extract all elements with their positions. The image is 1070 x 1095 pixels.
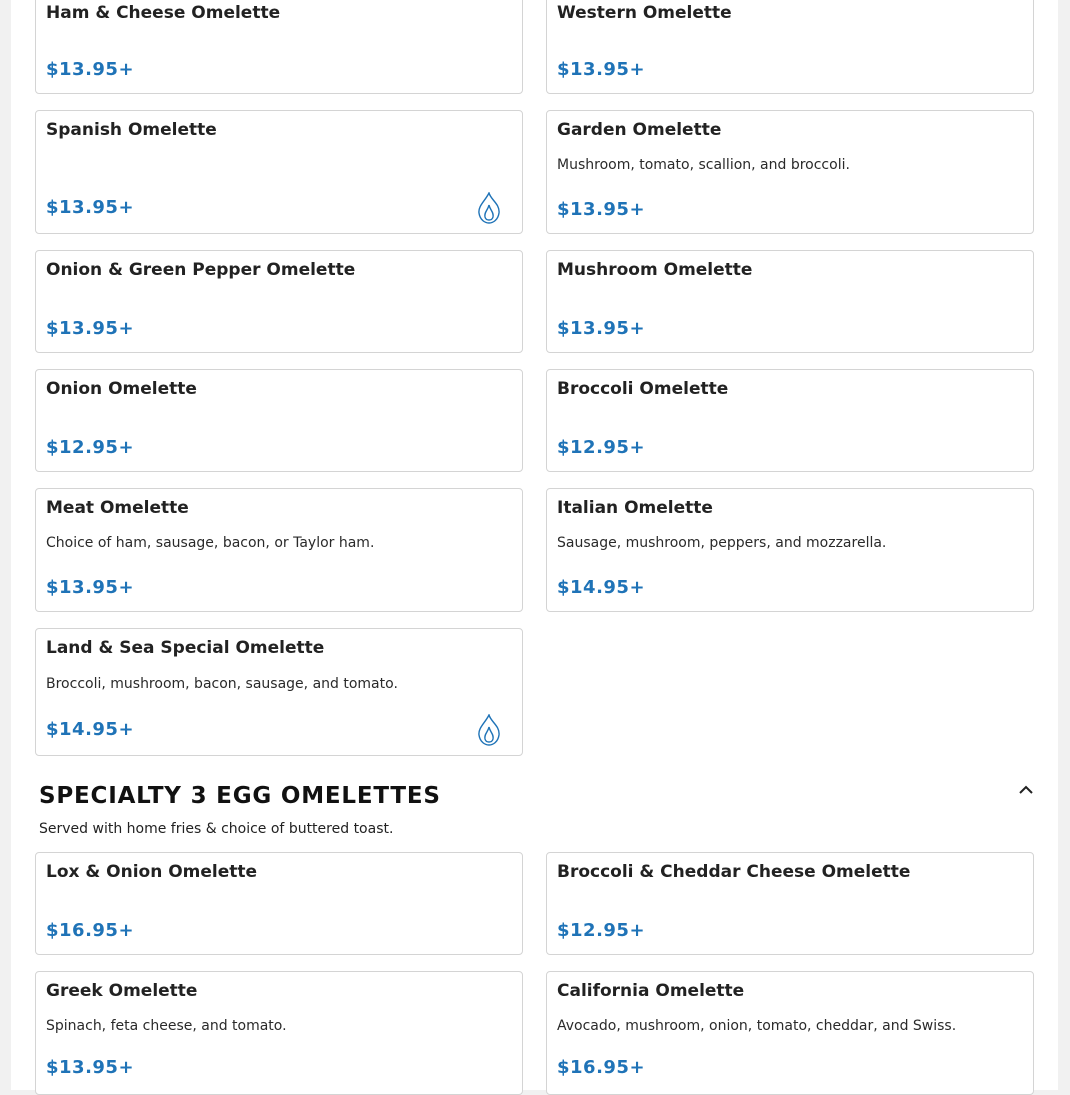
item-price: $13.95+: [46, 577, 135, 598]
item-name: Italian Omelette: [557, 498, 713, 518]
item-name: Onion & Green Pepper Omelette: [46, 260, 356, 280]
item-price: $13.95+: [46, 1057, 135, 1078]
item-description: Spinach, feta cheese, and tomato.: [46, 1018, 287, 1034]
menu-item-card[interactable]: [546, 0, 1034, 94]
item-price: $14.95+: [557, 577, 646, 598]
menu-item-card[interactable]: [35, 852, 523, 955]
menu-item-card[interactable]: [35, 971, 523, 1095]
item-price: $13.95+: [46, 59, 135, 80]
item-price: $16.95+: [557, 1057, 646, 1078]
item-name: Mushroom Omelette: [557, 260, 753, 280]
menu-item-card[interactable]: [35, 369, 523, 472]
item-name: Broccoli Omelette: [557, 379, 729, 399]
item-description: Choice of ham, sausage, bacon, or Taylor ham.: [46, 535, 375, 551]
item-price: $13.95+: [46, 197, 135, 218]
item-price: $12.95+: [557, 437, 646, 458]
menu-item-card[interactable]: [35, 110, 523, 234]
chevron-up-icon[interactable]: [1016, 780, 1036, 800]
menu-item-card[interactable]: [35, 628, 523, 756]
item-name: Spanish Omelette: [46, 120, 217, 140]
item-name: Lox & Onion Omelette: [46, 862, 258, 882]
item-name: Land & Sea Special Omelette: [46, 638, 325, 658]
spicy-flame-icon: [476, 192, 502, 224]
item-name: Ham & Cheese Omelette: [46, 3, 281, 23]
menu-page: [11, 0, 1058, 1090]
item-price: $14.95+: [46, 719, 135, 740]
menu-item-card[interactable]: [546, 971, 1034, 1095]
section-title: SPECIALTY 3 EGG OMELETTES: [39, 783, 441, 809]
item-name: Garden Omelette: [557, 120, 722, 140]
item-price: $13.95+: [46, 318, 135, 339]
item-description: Avocado, mushroom, onion, tomato, cheddar, and Swiss.: [557, 1018, 957, 1034]
item-price: $13.95+: [557, 199, 646, 220]
item-price: $16.95+: [46, 920, 135, 941]
item-name: Western Omelette: [557, 3, 732, 23]
menu-item-card[interactable]: [546, 369, 1034, 472]
item-description: Broccoli, mushroom, bacon, sausage, and tomato.: [46, 676, 398, 692]
menu-item-card[interactable]: [35, 0, 523, 94]
spicy-flame-icon: [476, 714, 502, 746]
menu-item-card[interactable]: [546, 488, 1034, 612]
menu-item-card[interactable]: [546, 250, 1034, 353]
menu-item-card[interactable]: [35, 488, 523, 612]
item-name: California Omelette: [557, 981, 745, 1001]
item-price: $12.95+: [46, 437, 135, 458]
menu-item-card[interactable]: [35, 250, 523, 353]
menu-item-card[interactable]: [546, 110, 1034, 234]
item-price: $13.95+: [557, 59, 646, 80]
menu-item-card[interactable]: [546, 852, 1034, 955]
item-name: Meat Omelette: [46, 498, 189, 518]
item-price: $13.95+: [557, 318, 646, 339]
section-subtitle: Served with home fries & choice of buttered toast.: [39, 821, 394, 837]
item-description: Sausage, mushroom, peppers, and mozzarella.: [557, 535, 887, 551]
item-price: $12.95+: [557, 920, 646, 941]
item-name: Broccoli & Cheddar Cheese Omelette: [557, 862, 911, 882]
item-description: Mushroom, tomato, scallion, and broccoli.: [557, 157, 850, 173]
item-name: Onion Omelette: [46, 379, 197, 399]
item-name: Greek Omelette: [46, 981, 198, 1001]
